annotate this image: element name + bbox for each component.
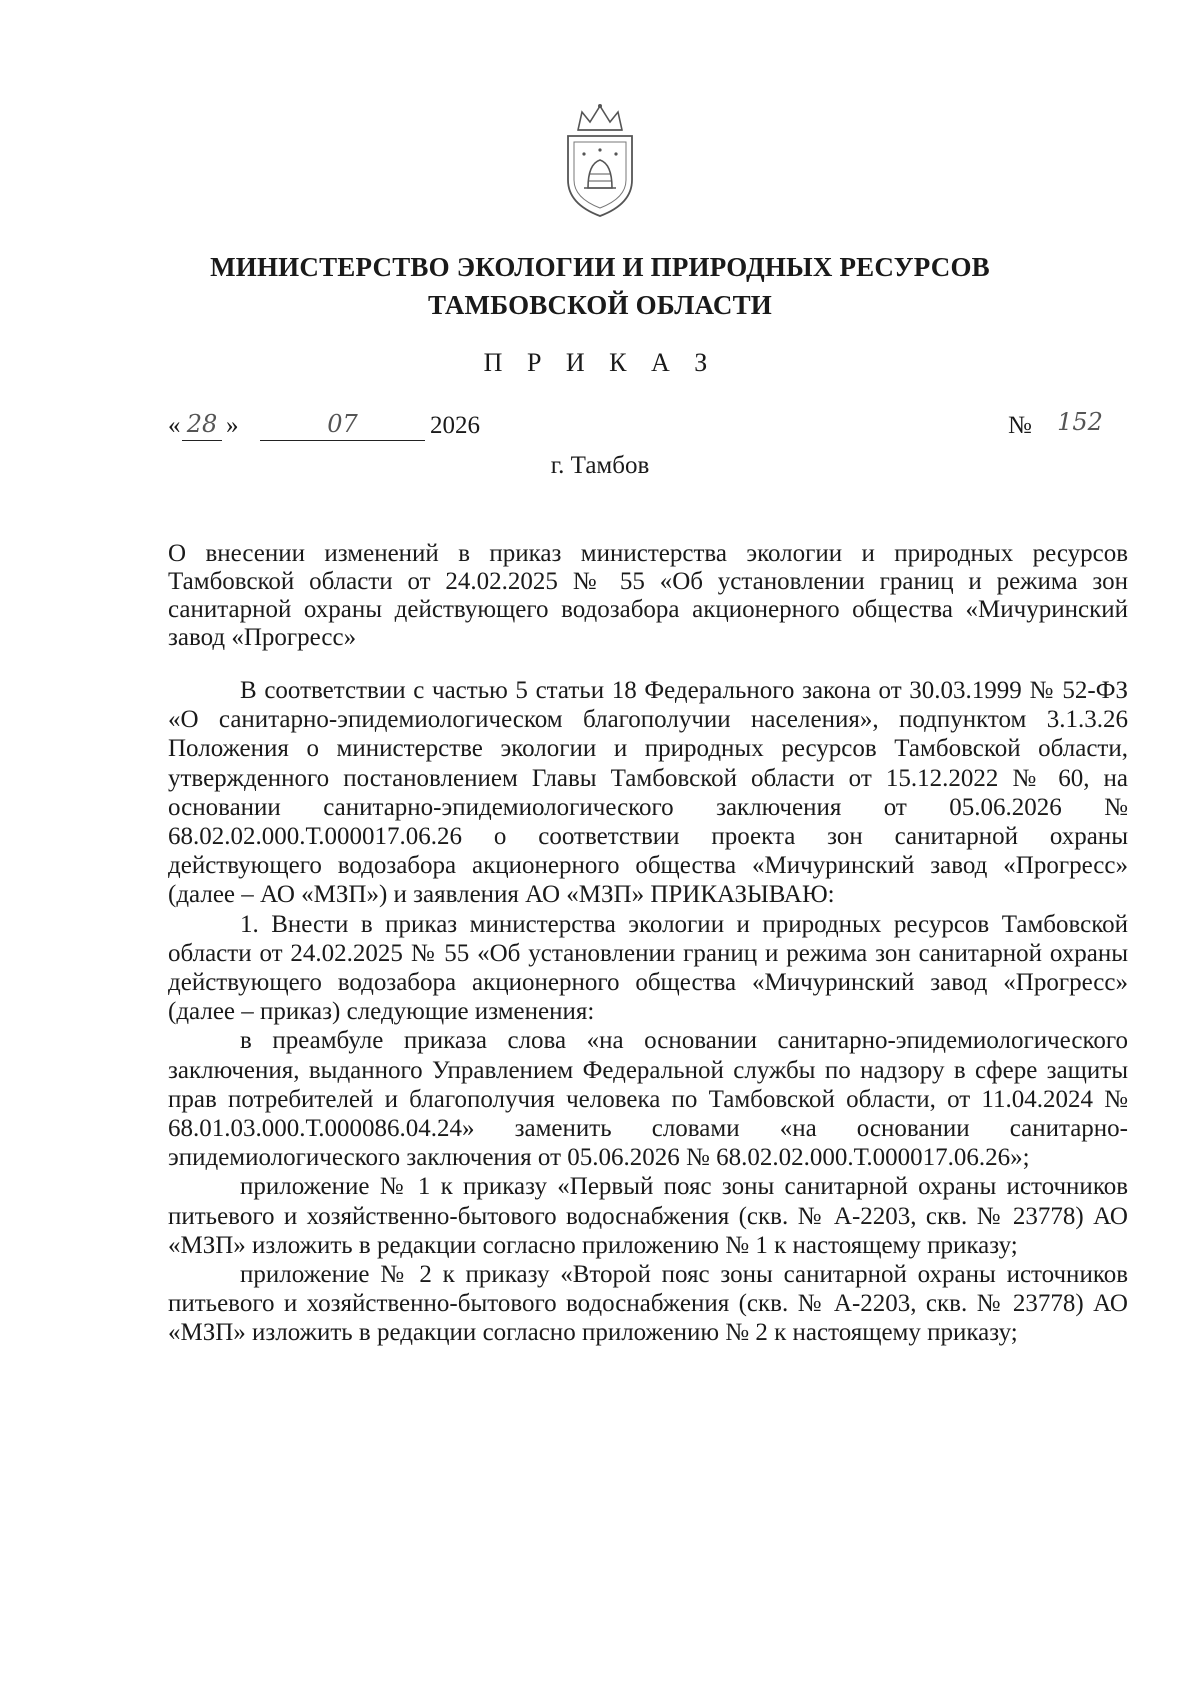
order-title: П Р И К А З bbox=[483, 348, 717, 377]
order-day: 28 bbox=[182, 410, 222, 441]
body-paragraph-1: В соответствии с частью 5 статьи 18 Федерального закона от 30.03.1999 № 52-ФЗ «О санитарно-эпидемиологическом благополучии населения», подпунктом 3.1.3.26 Положения о министерстве экологии и природных ресурсов Тамбовской области, утвержденного постановлением Главы Тамбовской области от 15.12.2022 № 60, на основании санитарно-эпидемиологического заключения от 05.06.2026 № 68.02.02.000.Т.000017.06.26 о соответствии проекта зон санитарной охраны действующего водозабора акционерного общества «Мичуринский завод «Прогресс» (далее – АО «МЗП») и заявления АО «МЗП» ПРИКАЗЫВАЮ: bbox=[168, 677, 1128, 909]
order-month: 07 bbox=[260, 410, 425, 441]
order-year: 2026 bbox=[430, 412, 480, 439]
body-paragraph-3: в преамбуле приказа слова «на основании санитарно-эпидемиологического заключения, выданного Управлением Федеральной службы по надзору в сфере защиты прав потребителей и благополучия человека по Тамбовской области, от 11.04.2024 № 68.01.03.000.Т.000086.04.24» заменить словами «на основании санитарно-эпидемиологического заключения от 05.06.2026 № 68.02.02.000.Т.000017.06.26»; bbox=[168, 1027, 1128, 1172]
body-paragraph-2: 1. Внести в приказ министерства экологии и природных ресурсов Тамбовской области от 24.02.2025 № 55 «Об установлении границ и режима зон санитарной охраны действующего водозабора акционерного общества «Мичуринский завод «Прогресс» (далее – приказ) следующие изменения: bbox=[168, 910, 1128, 1026]
order-body bbox=[168, 676, 1128, 1348]
body-paragraph-4: приложение № 1 к приказу «Первый пояс зоны санитарной охраны источников питьевого и хозяйственно-бытового водоснабжения (скв. № А-2203, скв. № 23778) АО «МЗП» изложить в редакции согласно приложению № 1 к настоящему приказу; bbox=[168, 1173, 1128, 1259]
quote-close: » bbox=[226, 412, 239, 439]
ministry-line-1: МИНИСТЕРСТВО ЭКОЛОГИИ И ПРИРОДНЫХ РЕСУРСОВ bbox=[210, 252, 990, 282]
quote-open: « bbox=[168, 412, 181, 439]
body-paragraph-5: приложение № 2 к приказу «Второй пояс зоны санитарной охраны источников питьевого и хозяйственно-бытового водоснабжения (скв. № А-2203, скв. № 23778) АО «МЗП» изложить в редакции согласно приложению № 2 к настоящему приказу; bbox=[168, 1261, 1128, 1347]
order-number: 152 bbox=[1057, 408, 1103, 436]
order-number-label: № bbox=[1008, 412, 1032, 439]
order-date-line bbox=[168, 408, 1128, 452]
order-subject: О внесении изменений в приказ министерства экологии и природных ресурсов Тамбовской области от 24.02.2025 № 55 «Об установлении границ и режима зон санитарной охраны действующего водозабора акционерного общества «Мичуринский завод «Прогресс» bbox=[168, 540, 1128, 651]
ministry-name bbox=[0, 248, 1200, 324]
ministry-line-2: ТАМБОВСКОЙ ОБЛАСТИ bbox=[427, 290, 773, 320]
tambov-coat-of-arms-icon bbox=[560, 100, 640, 220]
order-city: г. Тамбов bbox=[550, 452, 650, 479]
